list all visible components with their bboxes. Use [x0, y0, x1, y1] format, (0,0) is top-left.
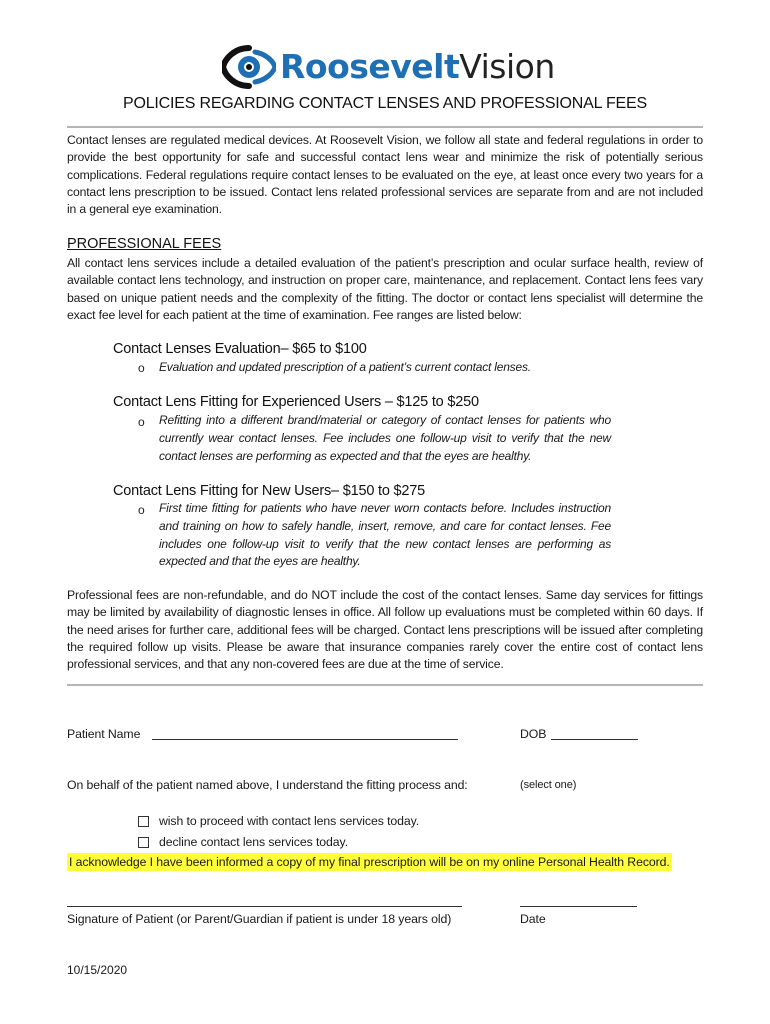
signature-field[interactable]: [67, 906, 462, 907]
fee-item-evaluation-desc: Evaluation and updated prescription of a patient’s current contact lenses.: [159, 360, 531, 374]
proceed-checkbox[interactable]: [138, 816, 149, 827]
select-one-hint: (select one): [520, 779, 577, 791]
fee-item-experienced-desc: Refitting into a different brand/material or category of contact lenses for patients who currently wear contact lenses. Fee includes one follow-up visit to verify that the new contact lenses are performing as expected and that the eyes are healthy.: [159, 413, 611, 463]
professional-fees-paragraph: All contact lens services include a detailed evaluation of the patient’s prescription and ocular surface health, review of available contact lens technology, and instruction on proper care, maintenance, and replacement. Contact lens fees vary based on unique patient needs and the complexity of the fitting. The doctor or contact lens specialist will determine the exact fee level for each patient at the time of examination. Fee ranges are listed below:: [67, 256, 703, 322]
dob-field[interactable]: [551, 739, 638, 740]
fee-item-experienced-title: Contact Lens Fitting for Experienced Users – $125 to $250: [113, 394, 479, 410]
decline-option-label: decline contact lens services today.: [159, 835, 348, 849]
form-divider: [67, 684, 703, 686]
dob-label: DOB: [520, 727, 547, 741]
title-divider: [67, 126, 703, 128]
proceed-option-label: wish to proceed with contact lens services today.: [159, 814, 420, 828]
date-field[interactable]: [520, 906, 637, 907]
fee-item-new-users-desc: First time fitting for patients who have never worn contacts before. Includes instruction and training on how to safely handle, insert, remove, and care for contact lenses. Fee includes one follow-up visit to verify that the new contact lenses are performing as expected and that the eyes are healthy.: [159, 501, 611, 569]
brand-name: [280, 44, 555, 90]
decline-checkbox[interactable]: [138, 837, 149, 848]
date-label: Date: [520, 912, 546, 926]
document-title: POLICIES REGARDING CONTACT LENSES AND PROFESSIONAL FEES: [123, 95, 647, 112]
brand-name-part1: Roosevelt: [280, 47, 460, 86]
bullet-marker: o: [138, 503, 145, 517]
professional-fees-heading: PROFESSIONAL FEES: [67, 236, 222, 252]
bullet-marker: o: [138, 361, 145, 375]
fee-item-evaluation-title: Contact Lenses Evaluation– $65 to $100: [113, 341, 367, 357]
brand-logo: [222, 44, 555, 90]
intro-paragraph: Contact lenses are regulated medical devices. At Roosevelt Vision, we follow all state and federal regulations in order to provide the best opportunity for safe and successful contact lens wear and minimize the risk of potentially serious complications. Federal regulations require contact lenses to be evaluated on the eye, at least once every two years for a contact lens prescription to be issued. Contact lens related professional services are separate from and are not included in a general eye examination.: [67, 133, 703, 217]
brand-name-part2: Vision: [459, 47, 555, 86]
policy-paragraph: Professional fees are non-refundable, and do NOT include the cost of the contact lenses. Same day services for fittings may be limited by availability of diagnostic lenses in office. All follow up evaluations must be completed within 60 days. If the need arises for further care, additional fees will be charged. Contact lens prescriptions will be issued after completing the required follow up visits. Please be aware that insurance companies rarely cover the entire cost of contact lens professional services, and that any non-covered fees are due at the time of service.: [67, 588, 703, 672]
patient-name-field[interactable]: [152, 739, 458, 740]
patient-name-label: Patient Name: [67, 727, 141, 741]
bullet-marker: o: [138, 415, 145, 429]
eye-logo-icon: [222, 44, 276, 90]
acknowledgement-statement: I acknowledge I have been informed a copy of my final prescription will be on my online Personal Health Record.: [69, 855, 670, 869]
fee-item-new-users-title: Contact Lens Fitting for New Users– $150 to $275: [113, 483, 425, 499]
revision-date: 10/15/2020: [67, 963, 128, 977]
signature-label: Signature of Patient (or Parent/Guardian if patient is under 18 years old): [67, 912, 452, 926]
consent-statement: On behalf of the patient named above, I understand the fitting process and:: [67, 778, 468, 792]
